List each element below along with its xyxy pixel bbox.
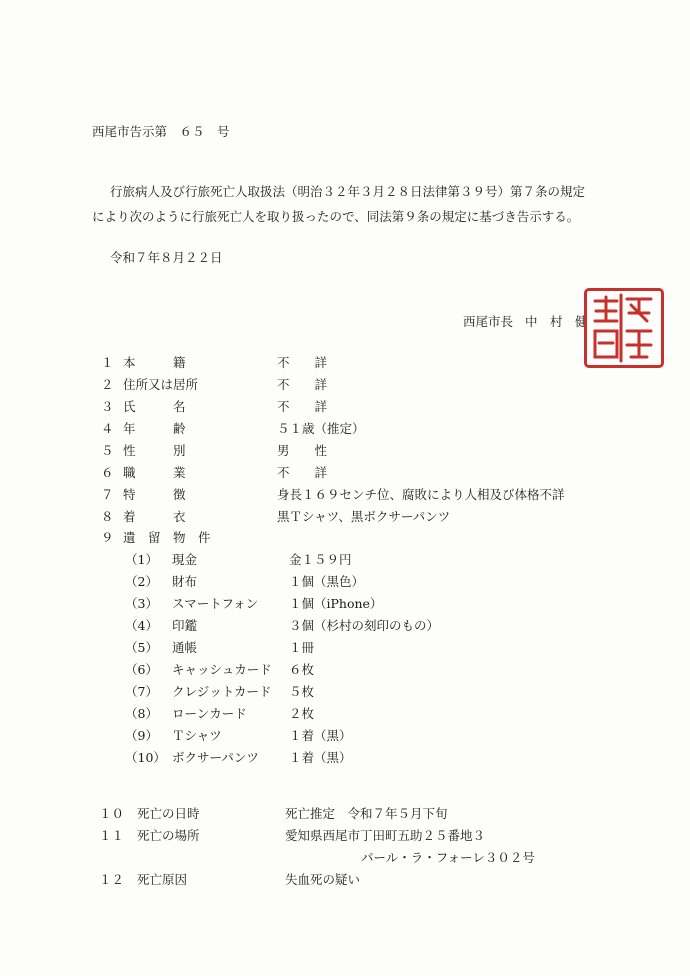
item-1-value: 不 詳	[277, 355, 328, 370]
item-1-num: １	[101, 355, 114, 370]
death-3-label: 死亡原因	[137, 872, 188, 887]
belonging-3-value: １個（iPhone）	[289, 596, 383, 611]
belonging-10-label: ボクサーパンツ	[172, 750, 259, 765]
belonging-9-label: Ｔシャツ	[172, 728, 222, 743]
belonging-10-value: １着（黒）	[289, 750, 352, 765]
item-6-num: ６	[101, 465, 114, 480]
belonging-10-num: （10）	[125, 750, 166, 765]
item-5-label: 性 別	[123, 443, 186, 458]
item-7-value: 身長１６９センチ位、腐敗により人相及び体格不詳	[277, 487, 565, 502]
belonging-4-label: 印鑑	[172, 618, 198, 633]
item-1-label: 本 籍	[123, 355, 186, 370]
item-9-label: 遺 留 物 件	[123, 530, 211, 545]
notice-number: 西尾市告示第 ６５ 号	[92, 124, 230, 139]
belonging-3-label: スマートフォン	[172, 596, 259, 611]
belonging-9-num: （9）	[125, 728, 158, 743]
belonging-1-num: （1）	[125, 552, 158, 567]
official-seal	[584, 288, 664, 368]
item-6-label: 職 業	[123, 465, 186, 480]
item-8-value: 黒Ｔシャツ、黒ボクサーパンツ	[277, 509, 451, 524]
belonging-1-label: 現金	[172, 552, 198, 567]
belonging-5-label: 通帳	[172, 640, 198, 655]
belonging-4-num: （4）	[125, 618, 158, 633]
belonging-2-label: 財布	[172, 574, 198, 589]
item-8-label: 着 衣	[123, 509, 186, 524]
death-2-value: 愛知県西尾市丁田町五助２５番地３	[285, 828, 486, 843]
death-3-num: １２	[99, 872, 125, 887]
belonging-9-value: １着（黒）	[289, 728, 352, 743]
death-1-num: １０	[99, 806, 125, 821]
belonging-2-num: （2）	[125, 574, 158, 589]
death-2-num: １１	[99, 828, 125, 843]
item-3-num: ３	[101, 399, 114, 414]
body-line-1: 行旅病人及び行旅死亡人取扱法（明治３２年３月２８日法律第３９号）第７条の規定	[110, 184, 586, 199]
item-5-num: ５	[101, 443, 114, 458]
belonging-4-value: ３個（杉村の刻印のもの）	[289, 618, 440, 633]
item-5-value: 男 性	[277, 443, 328, 458]
item-2-num: ２	[101, 377, 114, 392]
item-3-label: 氏 名	[123, 399, 186, 414]
belonging-6-label: キャッシュカード	[172, 662, 272, 677]
belonging-7-value: ５枚	[289, 684, 315, 699]
signer-name: 中 村 健	[525, 314, 588, 329]
item-4-label: 年 齢	[123, 421, 186, 436]
belonging-3-num: （3）	[125, 596, 158, 611]
belonging-5-value: １冊	[289, 640, 315, 655]
item-7-label: 特 徴	[123, 487, 186, 502]
body-line-2: により次のように行旅死亡人を取り扱ったので、同法第９条の規定に基づき告示する。	[92, 209, 580, 224]
belonging-2-value: １個（黒色）	[289, 574, 365, 589]
death-1-label: 死亡の日時	[137, 806, 200, 821]
belonging-8-num: （8）	[125, 706, 158, 721]
item-6-value: 不 詳	[277, 465, 328, 480]
official-seal-image	[587, 291, 661, 365]
death-1-value: 死亡推定 令和７年５月下旬	[285, 806, 448, 821]
belonging-7-label: クレジットカード	[172, 684, 272, 699]
belonging-8-label: ローンカード	[172, 706, 247, 721]
item-9-num: ９	[101, 530, 114, 545]
belonging-6-value: ６枚	[289, 662, 315, 677]
signer-title: 西尾市長	[463, 314, 514, 329]
death-2-label: 死亡の場所	[137, 828, 200, 843]
belonging-7-num: （7）	[125, 684, 158, 699]
item-4-value: ５１歳（推定）	[277, 421, 365, 436]
item-3-value: 不 詳	[277, 399, 328, 414]
item-2-label: 住所又は居所	[123, 377, 199, 392]
notice-date: 令和７年８月２２日	[110, 250, 223, 265]
item-2-value: 不 詳	[277, 377, 328, 392]
death-2-value-line-2: パール・ラ・フォーレ３０２号	[361, 850, 535, 865]
belonging-6-num: （6）	[125, 662, 158, 677]
death-3-value: 失血死の疑い	[285, 872, 361, 887]
item-4-num: ４	[101, 421, 114, 436]
belonging-8-value: ２枚	[289, 706, 315, 721]
item-7-num: ７	[101, 487, 114, 502]
belonging-5-num: （5）	[125, 640, 158, 655]
item-8-num: ８	[101, 509, 114, 524]
belonging-1-value: 金１５９円	[289, 552, 352, 567]
